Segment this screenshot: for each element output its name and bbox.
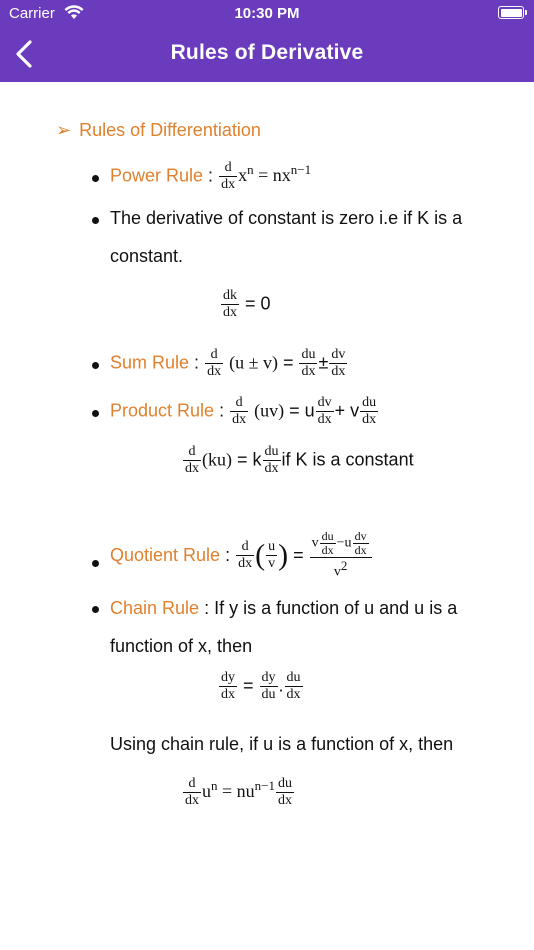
page-title: Rules of Derivative [170,41,364,64]
section-title-text: Rules of Differentiation [79,120,261,140]
chain-rule-name: Chain Rule [110,598,200,618]
product-rule-name: Product Rule [110,400,215,421]
power-rule-line: Power Rule : $\frac{d}{dx}$ $x^n = nx^{n-1}$ [110,160,312,192]
chain-rule-text: : If y is a function of u and u is a [199,598,458,618]
chain-power-formula: $\frac{d}{dx}$ $u^n = nu^{n-1}$ $\frac{du}{dx}$ [185,776,292,808]
sum-rule-name: Sum Rule [110,352,190,373]
sum-rule-colon: : [189,352,200,373]
power-rule-colon: : [203,165,214,186]
constant-text: The derivative of constant is zero i.e if K is a [110,208,463,228]
battery-icon [498,6,524,19]
quotient-rule-colon: : [220,544,231,565]
quotient-rule-line: Quotient Rule : $\frac{d}{dx}$ ( $\frac{u}{v}$ ) = v $\frac{du}{dx}$ −u $\frac{dv}{dx}$ v2 [110,530,373,581]
sum-rule-line: Sum Rule : $\frac{d}{dx}$ (u ± v) = $\frac{du}{dx}$ ± $\frac{dv}{dx}$ [110,347,346,379]
status-bar [0,0,534,28]
header [0,0,534,82]
ku-text: if K is a constant [281,449,414,470]
section-title [56,120,261,141]
chain-formula: $\frac{dy}{dx}$ = $\frac{dy}{du}$ . $\frac{du}{dx}$ [221,670,301,702]
bullet-icon [92,175,99,182]
quotient-rule-name: Quotient Rule [110,544,221,565]
chain-text-3: Using chain rule, if u is a function of x, then [110,734,454,754]
bullet-icon [92,560,99,567]
content-area [0,82,534,950]
constant-text-2: constant. [110,246,184,266]
bullet-icon [92,410,99,417]
bullet-icon [92,217,99,224]
constant-multiple-line: $\frac{d}{dx}$ (ku) = k $\frac{du}{dx}$ if K is a constant [185,444,414,476]
constant-formula: $\frac{dk}{dx}$ = 0 [223,288,271,320]
power-rule-name: Power Rule [110,165,204,186]
clock: 10:30 PM [234,5,300,22]
chain-text-2: function of x, then [110,636,253,656]
bullet-icon [92,362,99,369]
product-rule-line: Product Rule : $\frac{d}{dx}$ (uv) = u $\frac{dv}{dx}$ + v $\frac{du}{dx}$ [110,395,377,427]
bullet-icon [92,606,99,613]
chain-rule-line [110,598,457,619]
product-rule-colon: : [214,400,225,421]
power-rule-formula: $\frac{d}{dx}$ [221,160,236,192]
nav-bar [0,32,534,76]
arrow-bullet-icon: ➢ [56,120,72,140]
carrier-label: Carrier [9,5,55,22]
